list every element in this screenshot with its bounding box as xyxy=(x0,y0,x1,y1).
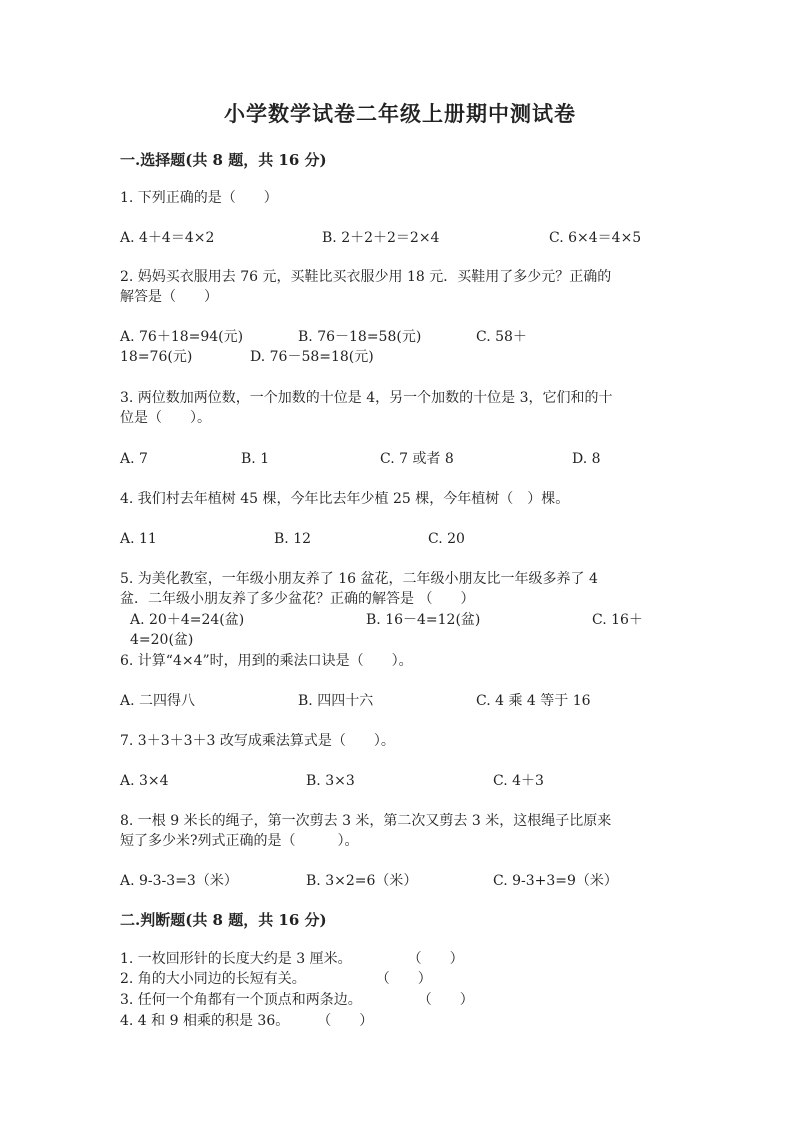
question-6-option-c: C. 4 乘 4 等于 16 xyxy=(476,693,591,709)
question-2-line-2: 解答是（ ） xyxy=(120,289,218,305)
question-8-option-b: B. 3×2=6（米） xyxy=(306,873,418,889)
question-2-line-1: 2. 妈妈买衣服用去 76 元，买鞋比买衣服少用 18 元．买鞋用了多少元？正确的 xyxy=(120,269,612,285)
question-7: 7. 3＋3＋3＋3 改写成乘法算式是（ ）。 xyxy=(120,733,395,749)
question-3-option-d: D. 8 xyxy=(572,451,601,467)
question-3-line-2: 位是（ ）。 xyxy=(120,410,211,426)
question-1: 1. 下列正确的是（ ） xyxy=(120,190,278,206)
section-heading-true-false: 二.判断题(共 8 题，共 16 分) xyxy=(120,911,327,929)
question-8-option-a: A. 9-3-3=3（米） xyxy=(120,873,238,889)
section-heading-multiple-choice: 一.选择题(共 8 题，共 16 分) xyxy=(120,151,327,169)
question-5-line-1: 5. 为美化教室，一年级小朋友养了 16 盆花，二年级小朋友比一年级多养了 4 xyxy=(120,571,598,587)
question-6-option-b: B. 四四十六 xyxy=(298,693,374,709)
question-8-option-c: C. 9-3+3=9（米） xyxy=(493,873,618,889)
question-4: 4. 我们村去年植树 45 棵，今年比去年少植 25 棵，今年植树（ ）棵。 xyxy=(120,491,570,507)
question-5-option-c-part-1: C. 16＋ xyxy=(592,612,643,628)
question-2-option-b: B. 76－18=58(元) xyxy=(298,329,422,345)
question-2-option-c-part-2: 18=76(元) xyxy=(120,349,193,365)
judgment-item-2: 2. 角的大小同边的长短有关。 （ ） xyxy=(120,971,432,987)
question-7-option-b: B. 3×3 xyxy=(306,773,355,789)
question-3-option-a: A. 7 xyxy=(120,451,148,467)
question-4-option-a: A. 11 xyxy=(120,531,157,547)
question-5-option-b: B. 16－4=12(盆) xyxy=(366,612,481,628)
question-3-option-b: B. 1 xyxy=(241,451,270,467)
question-5-option-c-part-2: 4=20(盆) xyxy=(130,632,194,648)
question-8-line-1: 8. 一根 9 米长的绳子，第一次剪去 3 米，第二次又剪去 3 米，这根绳子比原来 xyxy=(120,813,612,829)
judgment-item-4: 4. 4 和 9 相乘的积是 36。 （ ） xyxy=(120,1013,374,1029)
judgment-item-3: 3. 任何一个角都有一个顶点和两条边。 （ ） xyxy=(120,992,474,1008)
question-2-option-a: A. 76＋18=94(元) xyxy=(120,329,244,345)
question-7-option-a: A. 3×4 xyxy=(120,773,169,789)
judgment-item-1: 1. 一枚回形针的长度大约是 3 厘米。 （ ） xyxy=(120,951,464,967)
question-6-option-a: A. 二四得八 xyxy=(120,693,196,709)
question-7-option-c: C. 4＋3 xyxy=(493,773,544,789)
question-4-option-c: C. 20 xyxy=(428,531,465,547)
question-1-option-c: C. 6×4＝4×5 xyxy=(549,230,642,246)
question-5-option-a: A. 20＋4=24(盆) xyxy=(130,612,245,628)
question-5-line-2: 盆．二年级小朋友养了多少盆花？正确的解答是 （ ） xyxy=(120,591,475,607)
question-8-line-2: 短了多少米?列式正确的是（ ）。 xyxy=(120,833,359,849)
question-2-option-d: D. 76－58=18(元) xyxy=(250,349,374,365)
page-title: 小学数学试卷二年级上册期中测试卷 xyxy=(224,101,576,126)
question-4-option-b: B. 12 xyxy=(274,531,312,547)
question-3-line-1: 3. 两位数加两位数，一个加数的十位是 4，另一个加数的十位是 3，它们和的十 xyxy=(120,390,613,406)
question-1-option-b: B. 2＋2＋2＝2×4 xyxy=(322,230,440,246)
question-3-option-c: C. 7 或者 8 xyxy=(380,451,454,467)
question-2-option-c-part-1: C. 58＋ xyxy=(476,329,527,345)
question-6: 6. 计算“4×4”时，用到的乘法口诀是（ ）。 xyxy=(120,653,413,669)
question-1-option-a: A. 4＋4＝4×2 xyxy=(120,230,215,246)
